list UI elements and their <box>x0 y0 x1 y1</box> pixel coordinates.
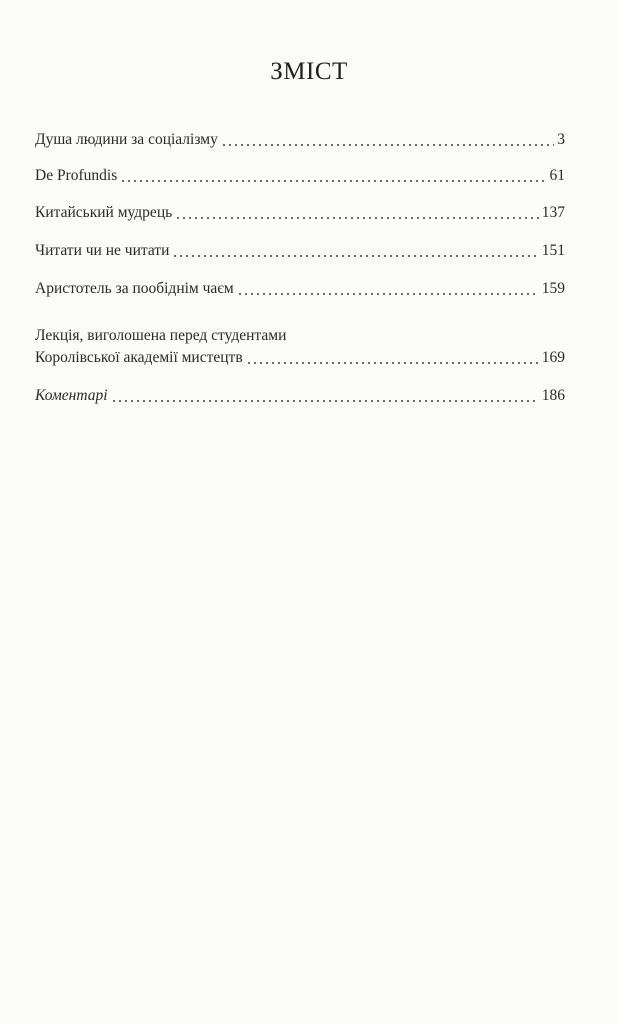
toc-entry[interactable] <box>35 386 565 406</box>
dot-leader <box>237 284 539 296</box>
toc-entry[interactable] <box>35 130 565 150</box>
toc-entry-title: De Profundis <box>35 167 118 184</box>
toc-entry[interactable] <box>35 348 565 368</box>
toc-entry-page: 169 <box>541 349 565 366</box>
dot-leader <box>172 246 538 258</box>
toc-entry-page: 159 <box>541 280 565 297</box>
toc-entry-title: Королівської академії мистецтв <box>35 349 243 366</box>
toc-entry-title-line1: Лекція, виголошена перед студентами <box>35 327 287 344</box>
dot-leader <box>111 391 539 403</box>
toc-entry-title: Китайський мудрець <box>35 204 173 221</box>
toc-entry[interactable] <box>35 166 565 186</box>
toc-entry-title: Аристотель за пообіднім чаєм <box>35 280 234 297</box>
dot-leader <box>120 171 546 183</box>
dot-leader <box>221 135 554 147</box>
toc-entry-page: 3 <box>557 131 565 148</box>
toc-entry-title: Душа людини за соціалізму <box>35 131 218 148</box>
toc-entry-page: 61 <box>549 167 565 184</box>
toc-entry-page: 186 <box>541 387 565 404</box>
toc-entry[interactable] <box>35 279 565 299</box>
toc-entry[interactable] <box>35 203 565 223</box>
dot-leader <box>246 353 539 365</box>
toc-entry-page: 151 <box>541 242 565 259</box>
toc-entry-title: Читати чи не читати <box>35 242 170 259</box>
toc-entry-title: Коментарі <box>35 387 108 404</box>
toc-entry[interactable] <box>35 241 565 261</box>
toc-entry-page: 137 <box>541 204 565 221</box>
toc-title: ЗМІСТ <box>270 58 348 85</box>
dot-leader <box>175 208 539 220</box>
